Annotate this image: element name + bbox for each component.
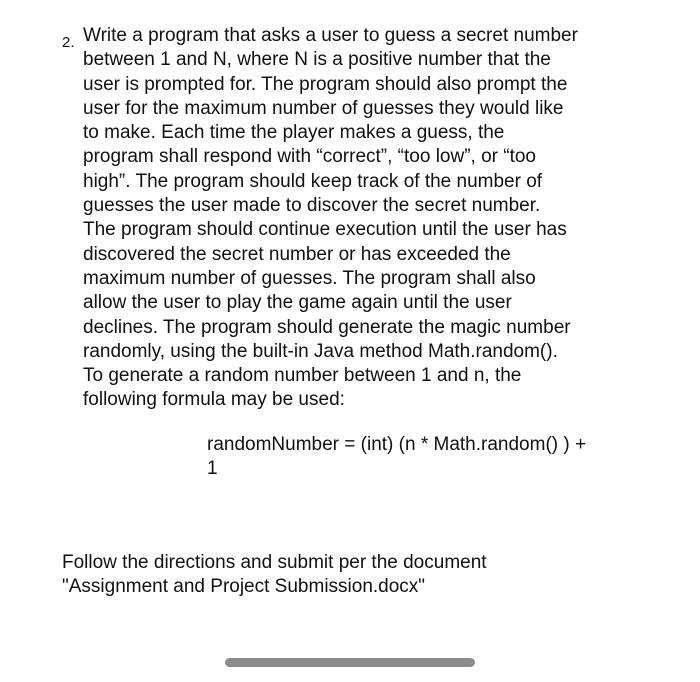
formula-line: 1 [207,458,218,480]
formula-block [207,433,637,482]
question-line: following formula may be used: [83,389,345,411]
question-line: The program should continue execution until the user has [83,219,567,241]
question-line: To generate a random number between 1 and n, the [83,365,522,387]
question-line: allow the user to play the game again until the user [83,292,512,314]
question-text [83,24,623,413]
question-line: program shall respond with “correct”, “too low”, or “too [83,146,536,168]
submission-note-line: "Assignment and Project Submission.docx" [62,576,426,598]
question-line: Write a program that asks a user to guess a secret number [83,25,578,46]
question-line: maximum number of guesses. The program shall also [83,267,536,289]
question-line: user is prompted for. The program should also prompt the [83,73,568,95]
question-line: guesses the user made to discover the secret number. [83,195,541,217]
question-line: discovered the secret number or has exceeded the [83,243,511,265]
home-indicator-bar[interactable] [225,658,475,667]
question-line: declines. The program should generate the magic number [83,316,571,338]
question-line: randomly, using the built-in Java method Math.random(). [83,340,558,362]
question-line: between 1 and N, where N is a positive number that the [83,49,551,71]
formula-line: randomNumber = (int) (n * Math.random() ) + [207,434,587,455]
question-number: 2. [62,34,75,51]
question-line: high”. The program should keep track of the number of [83,170,543,192]
question-line: user for the maximum number of guesses they would like [83,97,564,119]
submission-note [62,551,622,600]
submission-note-line: Follow the directions and submit per the document [62,552,487,573]
question-line: to make. Each time the player makes a guess, the [83,122,505,144]
